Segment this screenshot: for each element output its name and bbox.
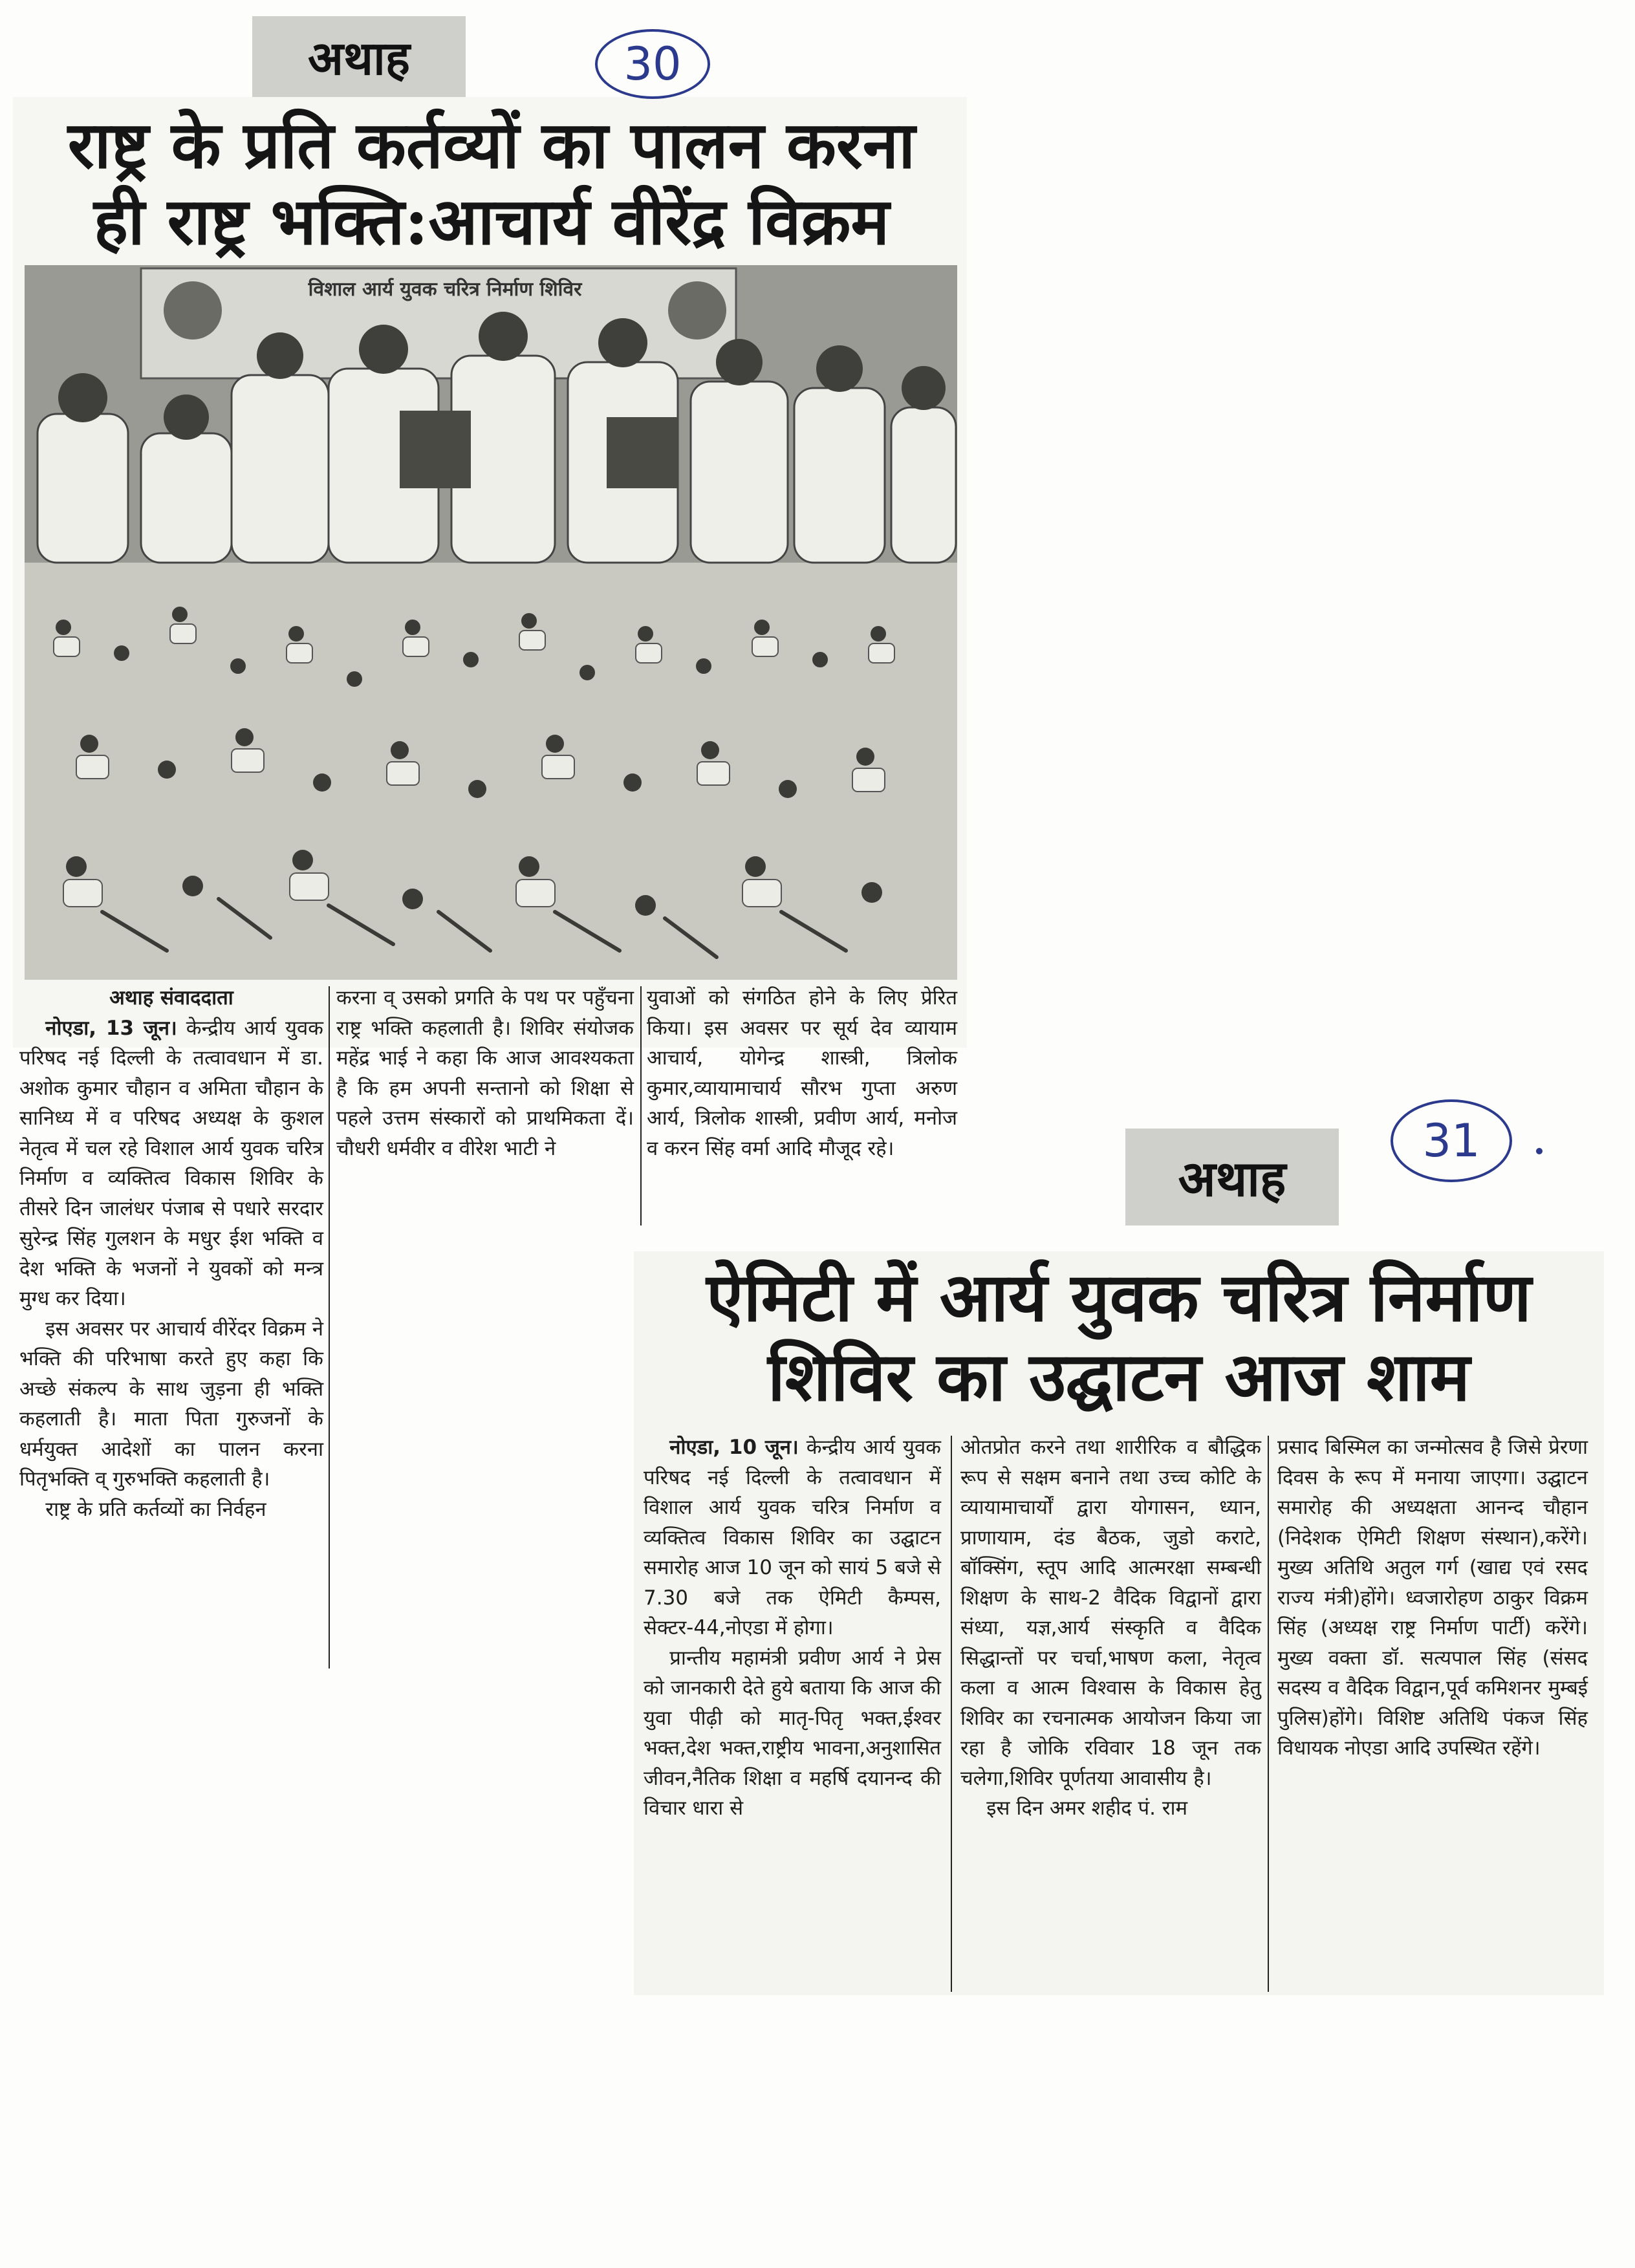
article-2-col-1 bbox=[644, 1432, 941, 1824]
page-number-31 bbox=[1391, 1099, 1512, 1182]
headline-2-line-1: ऐमिटी में आर्य युवक चरित्र निर्माण bbox=[706, 1257, 1532, 1337]
byline: अथाह संवाददाता bbox=[109, 986, 233, 1010]
headline-1-line-2: ही राष्ट्र भक्ति:आचार्य वीरेंद्र विक्रम bbox=[93, 183, 890, 259]
page-number-text: 30 bbox=[623, 38, 682, 91]
article-1-col-3-text: युवाओं को संगठित होने के लिए प्रेरित किया। इस अवसर पर सूर्य देव व्यायाम आचार्य, योगेन्द्र शास्त्री, त्रिलोक कुमार,व्यायामाचार्य सौरभ गुप्ता अरुण आर्य, त्रिलोक शास्त्री, प्रवीण आर्य, मनोज व करन सिंह वर्मा आदि मौजूद रहे। bbox=[647, 986, 957, 1160]
masthead-2: अथाह bbox=[1125, 1129, 1339, 1226]
article-2-col-3 bbox=[1277, 1432, 1588, 1764]
article-1-para-3: राष्ट्र के प्रति कर्तव्यों का निर्वहन bbox=[45, 1497, 266, 1521]
handwritten-dot bbox=[1536, 1148, 1543, 1154]
dateline-1: नोएडा, 13 जून। bbox=[45, 1016, 177, 1040]
dateline-2: नोएडा, 10 जून। bbox=[669, 1436, 799, 1459]
article-1-col-3 bbox=[647, 983, 957, 1163]
page-number-text: 31 bbox=[1422, 1114, 1480, 1167]
article-2-col-2-para-1: ओतप्रोत करने तथा शारीरिक व बौद्धिक रूप से सक्षम बनाने तथा उच्च कोटि के व्यायामाचार्यों द्वारा योगासन, ध्यान, प्राणायाम, दंड बैठक, जुडो कराटे, बॉक्सिंग, स्तूप आदि आत्मरक्षा सम्बन्धी शिक्षण के साथ-2 वैदिक विद्वानों द्वारा संध्या, यज्ञ,आर्य संस्कृति व वैदिक सिद्धान्तों पर चर्चा,भाषण कला, नेतृत्व कला व आत्म विश्वास के विकास हेतु शिविर का रचनात्मक आयोजन किया जा रहा है जोकि रविवार 18 जून तक चलेगा,शिविर पूर्णतया आवासीय है। bbox=[960, 1436, 1261, 1790]
column-rule bbox=[1268, 1436, 1269, 1992]
headline-2-line-2: शिविर का उद्घाटन आज शाम bbox=[768, 1336, 1470, 1416]
column-rule bbox=[640, 986, 642, 1226]
article-2-col-2 bbox=[960, 1432, 1261, 1824]
headline-1-line-1: राष्ट्र के प्रति कर्तव्यों का पालन करना bbox=[67, 107, 916, 183]
article-1-para-2: इस अवसर पर आचार्य वीरेंदर विक्रम ने भक्ति की परिभाषा करते हुए कहा कि अच्छे संकल्प के साथ जुड़ना ही भक्ति कहलाती है। माता पिता गुरुजनों के धर्मयुक्त आदेशों का पालन करना पितृभक्ति व् गुरुभक्ति कहलाती है। bbox=[19, 1317, 323, 1491]
article-2-col-3-text: प्रसाद बिस्मिल का जन्मोत्सव है जिसे प्रेरणा दिवस के रूप में मनाया जाएगा। उद्घाटन समारोह की अध्यक्षता आनन्द चौहान (निदेशक ऐमिटी शिक्षण संस्थान),करेंगे। मुख्य अतिथि अतुल गर्ग (खाद्य एवं रसद राज्य मंत्री)होंगे। ध्वजारोहण ठाकुर विक्रम सिंह (अध्यक्ष राष्ट्र निर्माण पार्टी) करेंगे। मुख्य वक्ता डॉ. सत्यपाल सिंह (संसद सदस्य व वैदिक विद्वान,पूर्व कमिशनर मुम्बई पुलिस)होंगे। विशिष्ट अतिथि पंकज सिंह विधायक नोएडा आदि उपस्थित रहेंगे। bbox=[1277, 1436, 1588, 1760]
column-rule bbox=[329, 986, 330, 1669]
headline-2 bbox=[640, 1258, 1597, 1416]
article-1-col-1 bbox=[19, 983, 323, 1524]
masthead-1: अथाह bbox=[252, 16, 466, 97]
article-1-para-1: केन्द्रीय आर्य युवक परिषद नई दिल्ली के तत्वावधान में डा. अशोक कुमार चौहान व अमिता चौहान के सानिध्य में व परिषद अध्यक्ष के कुशल नेतृत्व में चल रहे विशाल आर्य युवक चरित्र निर्माण व व्यक्तित्व विकास शिविर के तीसरे दिन जालंधर पंजाब से पधारे सरदार सुरेन्द्र सिंह गुलशन के मधुर ईश भक्ति व देश भक्ति के भजनों ने युवकों को मन्त्र मुग्ध कर दिया। bbox=[19, 1016, 323, 1310]
column-rule bbox=[951, 1436, 952, 1992]
article-1-col-2-text: करना व् उसको प्रगति के पथ पर पहुँचना राष्ट्र भक्ति कहलाती है। शिविर संयोजक महेंद्र भाई ने कहा कि आज आवश्यकता है कि हम अपनी सन्तानो को शिक्षा से पहले उत्तम संस्कारों को प्राथमिकता दें। चौधरी धर्मवीर व वीरेश भाटी ने bbox=[336, 986, 634, 1160]
article-2-col-2-para-2: इस दिन अमर शहीद पं. राम bbox=[986, 1797, 1188, 1820]
article-2-para-1: केन्द्रीय आर्य युवक परिषद नई दिल्ली के तत्वावधान में विशाल आर्य युवक चरित्र निर्माण व व्यक्तित्व विकास शिविर का उद्घाटन समारोह आज 10 जून को सायं 5 बजे से 7.30 बजे तक ऐमिटी कैम्पस, सेक्टर-44,नोएडा में होगा। bbox=[644, 1436, 941, 1639]
event-photo-image bbox=[25, 265, 957, 980]
article-2-para-2: प्रान्तीय महामंत्री प्रवीण आर्य ने प्रेस को जानकारी देते हुये बताया कि आज की युवा पीढ़ी को मातृ-पितृ भक्त,ईश्वर भक्त,देश भक्त,राष्ट्रीय भावना,अनुशासित जीवन,नैतिक शिक्षा व महर्षि दयानन्द की विचार धारा से bbox=[644, 1646, 941, 1820]
page-number-30 bbox=[595, 29, 710, 99]
event-photo bbox=[25, 265, 957, 980]
banner-text: विशाल आर्य युवक चरित्र निर्माण शिविर bbox=[308, 278, 582, 301]
article-1-col-2 bbox=[336, 983, 634, 1163]
headline-1 bbox=[19, 107, 964, 259]
